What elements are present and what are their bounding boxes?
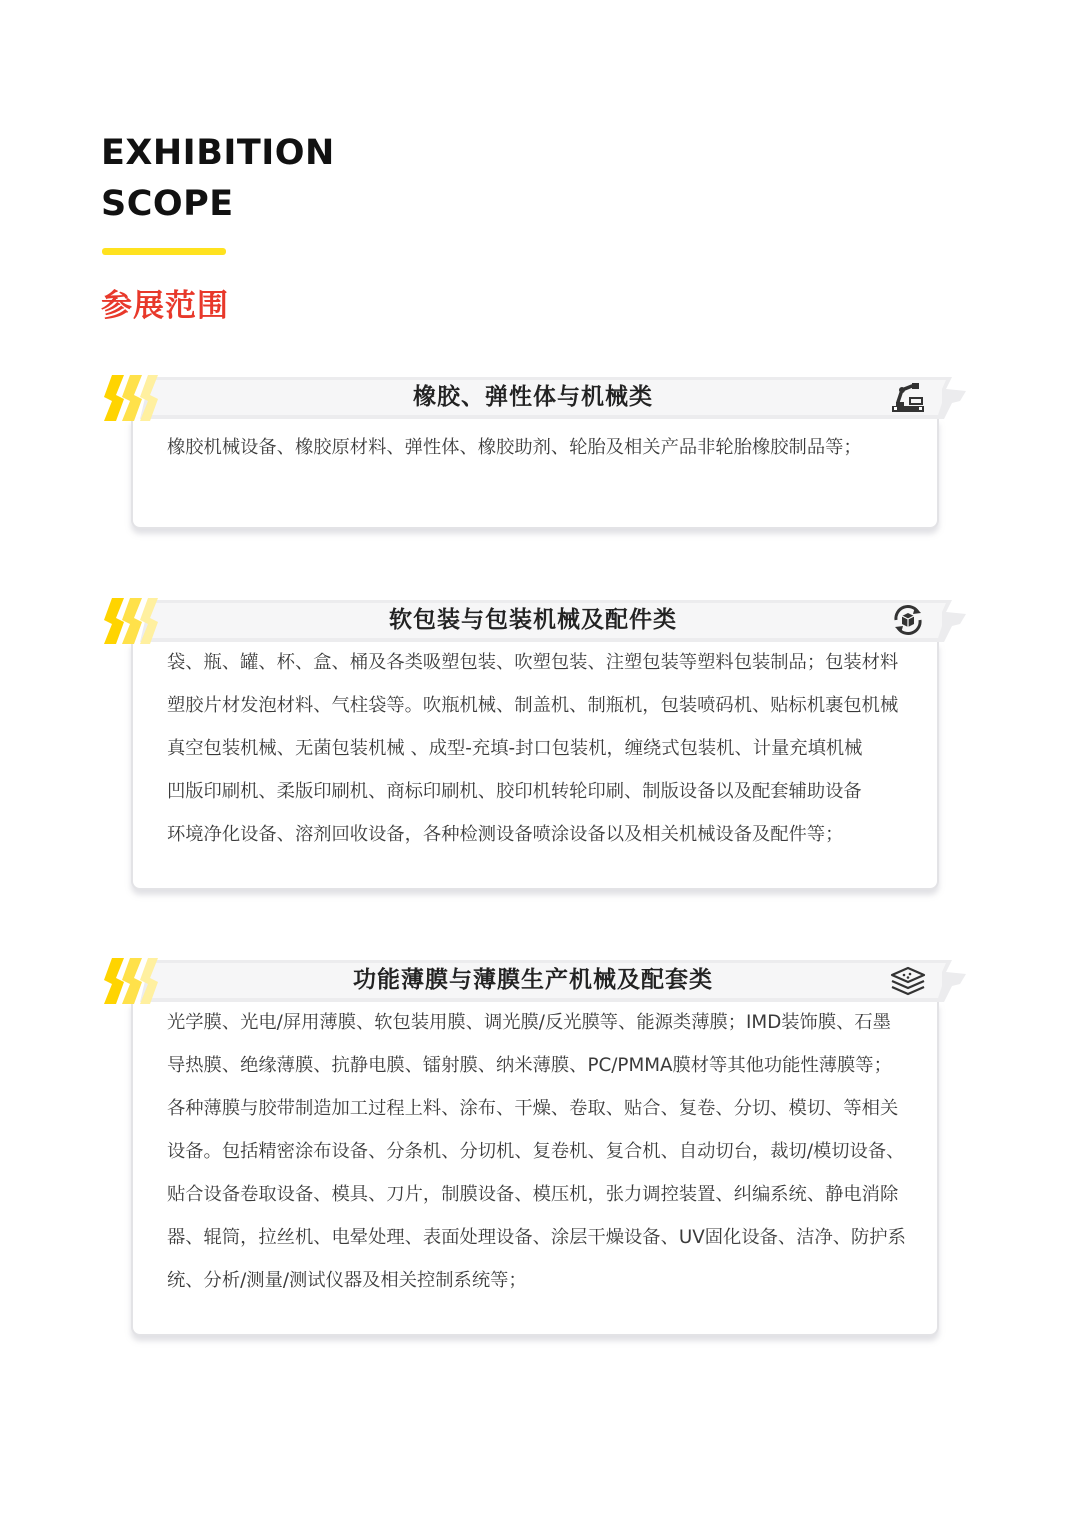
section-text-line: 光学膜、光电/屏用薄膜、软包装用膜、调光膜/反光膜等、能源类薄膜；IMD装饰膜、石墨 <box>167 1012 891 1033</box>
recycle-box-icon <box>888 601 928 639</box>
page-title-english-line1: EXHIBITION <box>101 133 335 173</box>
section-title: 软包装与包装机械及配件类 <box>389 607 677 633</box>
section-text-line: 环境净化设备、溶剂回收设备，各种检测设备喷涂设备以及相关机械设备及配件等； <box>167 824 844 845</box>
section-header-banner <box>100 598 966 644</box>
scope-section-packaging <box>100 598 970 898</box>
page-title-chinese: 参展范围 <box>101 288 229 324</box>
section-text-line: 统、分析/测量/测试仪器及相关控制系统等； <box>167 1270 527 1291</box>
section-text-line: 器、辊筒，拉丝机、电晕处理、表面处理设备、涂层干燥设备、UV固化设备、洁净、防护系 <box>167 1227 906 1248</box>
section-text-line: 导热膜、绝缘薄膜、抗静电膜、镭射膜、纳米薄膜、PC/PMMA膜材等其他功能性薄膜等； <box>167 1055 892 1076</box>
section-header-banner <box>100 958 966 1004</box>
title-underline-bar <box>102 248 226 255</box>
section-text-line: 贴合设备卷取设备、模具、刀片，制膜设备、模压机，张力调控装置、纠编系统、静电消除 <box>167 1184 899 1205</box>
section-text-line: 凹版印刷机、柔版印刷机、商标印刷机、胶印机转轮印刷、制版设备以及配套辅助设备 <box>167 781 862 802</box>
page-title-english <box>101 128 335 230</box>
scope-section-film <box>100 958 970 1358</box>
section-text <box>167 426 923 469</box>
section-header-banner <box>100 375 966 421</box>
section-title: 功能薄膜与薄膜生产机械及配套类 <box>353 967 713 993</box>
section-text <box>167 1001 923 1302</box>
page-title-english-line2: SCOPE <box>101 184 234 224</box>
layers-film-icon <box>888 961 928 999</box>
section-text-line: 设备。包括精密涂布设备、分条机、分切机、复卷机、复合机、自动切台，裁切/模切设备、 <box>167 1141 905 1162</box>
section-content-box <box>131 642 939 890</box>
section-text-line: 袋、瓶、罐、杯、盒、桶及各类吸塑包装、吹塑包装、注塑包装等塑料包装制品；包装材料 <box>167 652 899 673</box>
section-text-line: 橡胶机械设备、橡胶原材料、弹性体、橡胶助剂、轮胎及相关产品非轮胎橡胶制品等； <box>167 437 862 458</box>
section-content-box <box>131 1002 939 1336</box>
section-text-line: 塑胶片材发泡材料、气柱袋等。吹瓶机械、制盖机、制瓶机，包装喷码机、贴标机裹包机械 <box>167 695 899 716</box>
section-title: 橡胶、弹性体与机械类 <box>413 384 653 410</box>
robot-arm-machine-icon <box>888 378 928 416</box>
section-content-box <box>131 419 939 529</box>
scope-section-rubber <box>100 375 970 535</box>
section-text <box>167 641 923 856</box>
section-text-line: 真空包装机械、无菌包装机械 、成型-充填-封口包装机，缠绕式包装机、计量充填机械 <box>167 738 863 759</box>
section-text-line: 各种薄膜与胶带制造加工过程上料、涂布、干燥、卷取、贴合、复卷、分切、模切、等相关 <box>167 1098 899 1119</box>
